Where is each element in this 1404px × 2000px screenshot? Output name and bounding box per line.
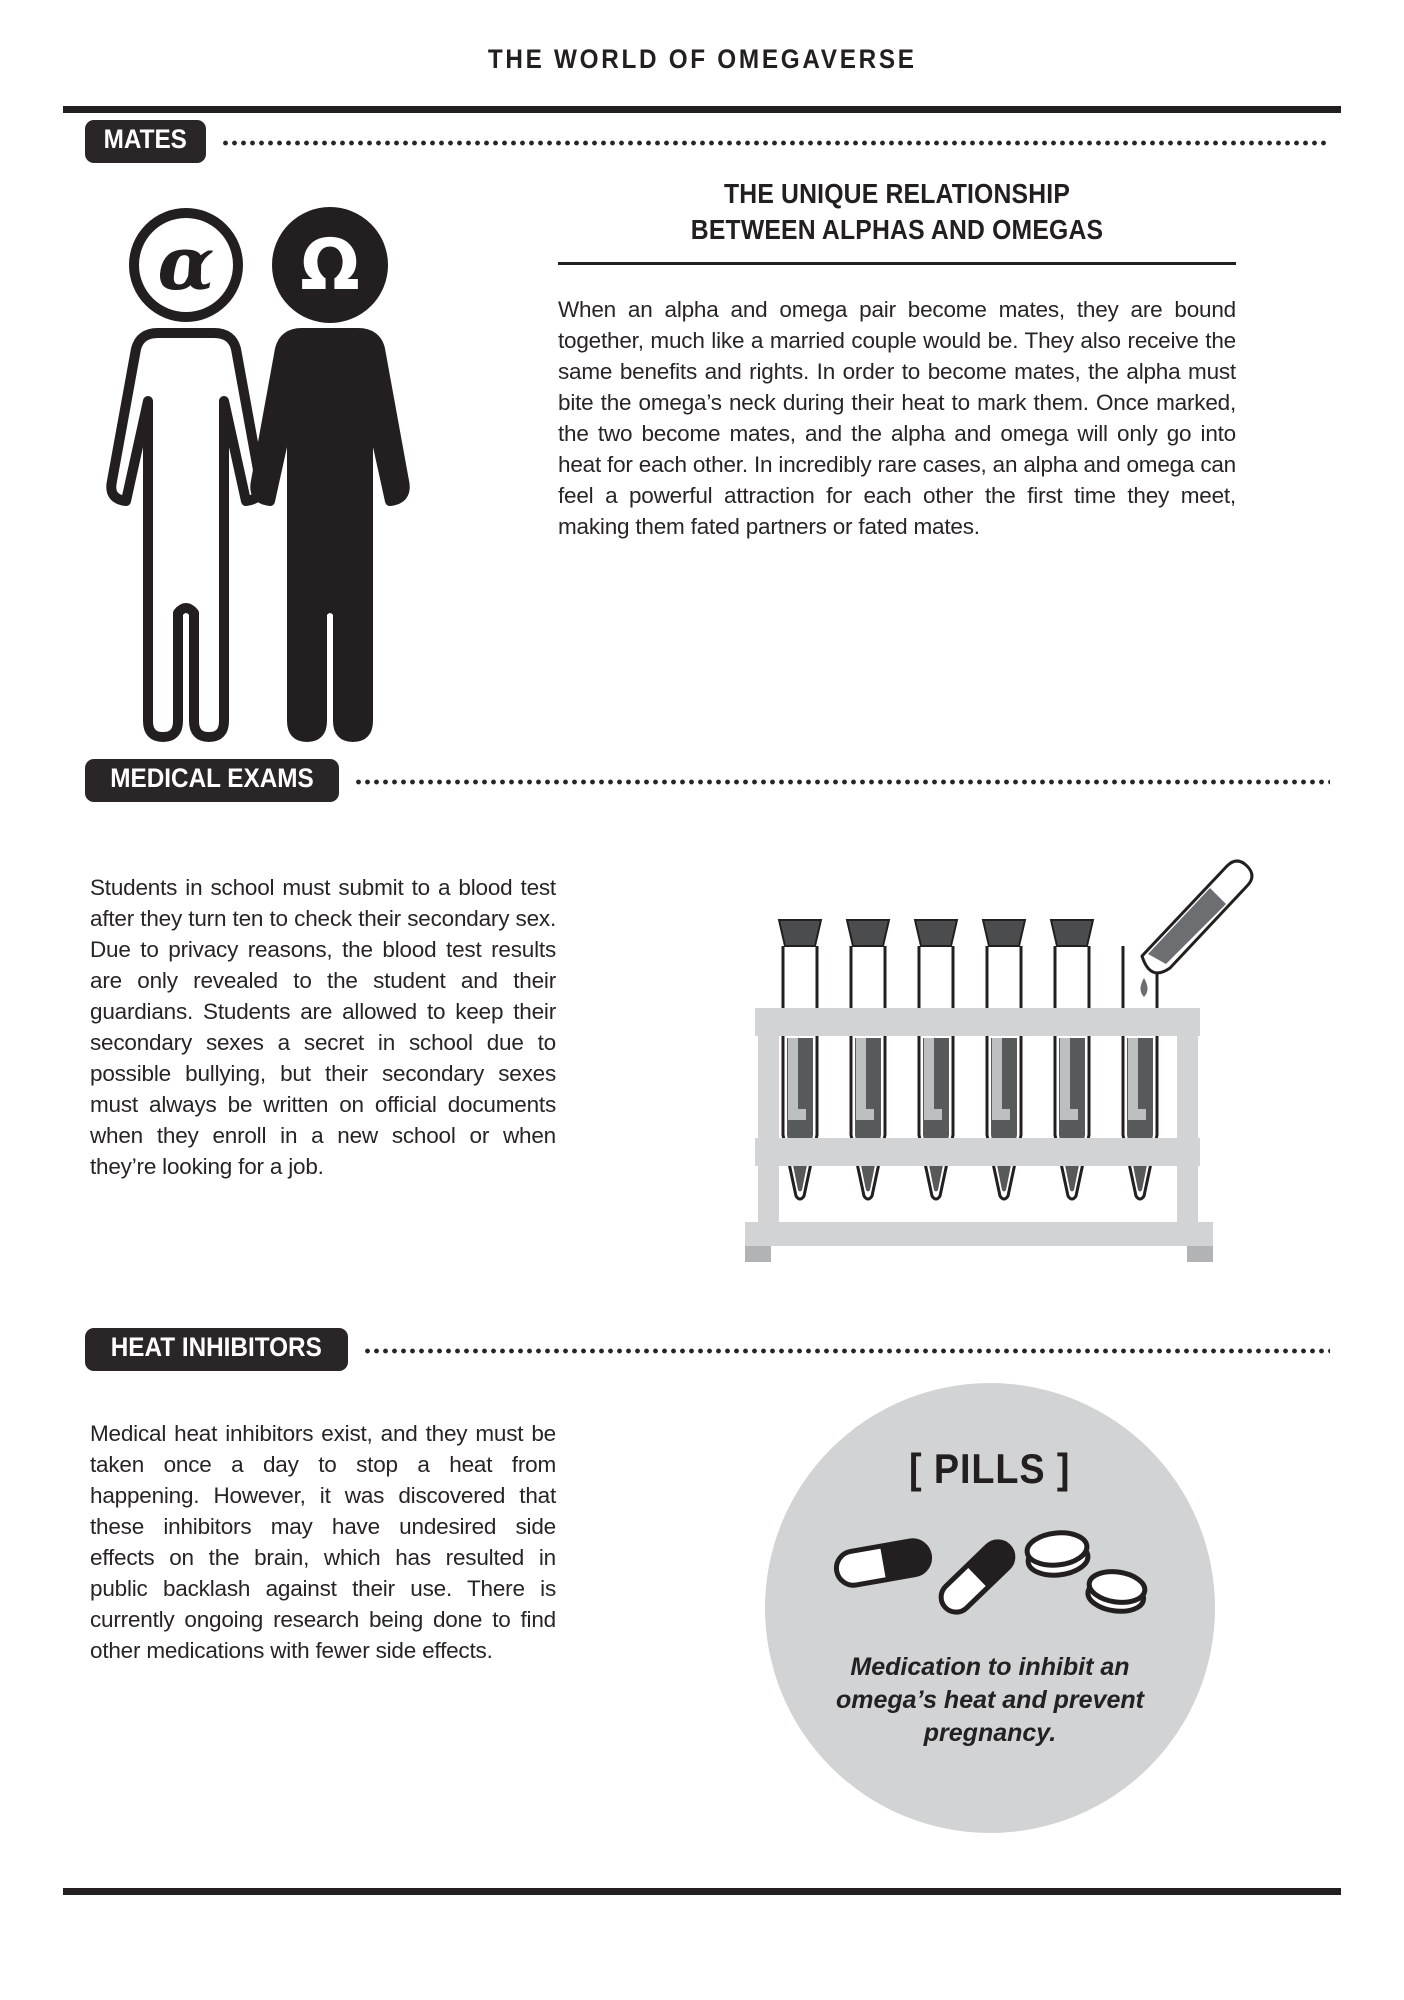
medical-exams-section-header <box>85 759 1330 802</box>
pills-icon <box>825 1511 1155 1631</box>
page-title <box>0 44 1404 75</box>
mates-title <box>558 176 1236 249</box>
dotted-leader <box>221 140 1331 146</box>
omega-symbol: Ω <box>300 224 360 306</box>
mates-title-line1: THE UNIQUE RELATIONSHIP <box>723 178 1071 209</box>
tablet-icon <box>1025 1530 1089 1578</box>
heat-inhibitors-badge <box>85 1328 348 1371</box>
heat-inhibitors-paragraph: Medical heat inhibitors exist, and they must be taken once a day to stop a heat from happening. However, it was discovered that these inhibitors may have undesired side effects on the brain, which has resulted in public backlash against their use. There is currently ongoing research being done to find other medications with fewer side effects. <box>90 1421 556 1663</box>
pills-circle <box>765 1383 1215 1833</box>
medical-exams-paragraph: Students in school must submit to a blood test after they turn ten to check their secondary sex. Due to privacy reasons, the blood test results are only revealed to the student and their guardians. Students are allowed to keep their secondary sexes a secret in school due to possible bullying, but their secondary sexes must always be written on official documents when they enroll in a new school or when they’re looking for a job. <box>90 875 556 1179</box>
mates-paragraph: When an alpha and omega pair become mates, they are bound together, much like a married couple would be. They also receive the same benefits and rights. In order to become mates, the alpha must bite the omega’s neck during their heat to mark them. Once marked, the two become mates, and the alpha and omega will only go into heat for each other. In incredibly rare cases, an alpha and omega can feel a powerful attraction for each other the first time they meet, making them fated partners or fated mates. <box>558 296 1236 539</box>
mates-title-line2: BETWEEN ALPHAS AND OMEGAS <box>690 214 1104 246</box>
capsule-icon <box>935 1536 1019 1619</box>
pills-label <box>900 1445 1079 1493</box>
mates-section-header <box>85 120 1330 163</box>
omega-person-icon <box>210 205 450 745</box>
mates-figures <box>60 205 440 750</box>
alpha-symbol: α <box>157 221 215 307</box>
capsule-icon <box>834 1538 932 1588</box>
dotted-leader <box>363 1348 1330 1354</box>
pills-caption: Medication to inhibit an omega’s heat and prevent pregnancy. <box>836 1653 1144 1747</box>
heat-inhibitors-badge-label: HEAT INHIBITORS <box>110 1332 322 1362</box>
omega-body <box>255 333 404 737</box>
heat-inhibitors-section-header <box>85 1328 1330 1371</box>
mates-badge-label: MATES <box>103 124 187 154</box>
pills-label-text: [ PILLS ] <box>909 1445 1071 1492</box>
mates-text-column <box>558 176 1236 542</box>
medical-exams-badge-label: MEDICAL EXAMS <box>110 763 314 793</box>
page-title-text: THE WORLD OF OMEGAVERSE <box>487 44 917 74</box>
bottom-rule <box>63 1888 1341 1895</box>
tablet-icon <box>1086 1568 1147 1614</box>
medical-exams-badge <box>85 759 339 802</box>
dotted-leader <box>354 779 1330 785</box>
mates-title-rule <box>558 262 1236 265</box>
test-tube-rack-icon <box>740 840 1280 1275</box>
top-rule <box>63 106 1341 113</box>
mates-badge <box>85 120 206 163</box>
